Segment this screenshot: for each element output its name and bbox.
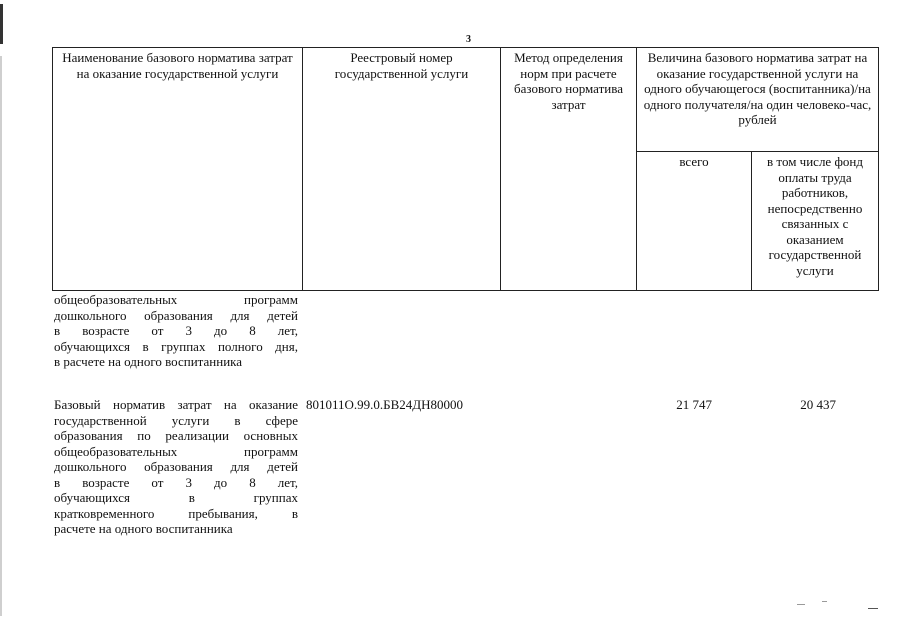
row-1-name: [54, 292, 298, 370]
row-2-total: 21 747: [676, 397, 712, 412]
scan-speck: [822, 601, 827, 602]
row-2-name-line: государственной услуги в сфере: [54, 412, 298, 428]
header-method: Метод определения норм при расчете базового норматива затрат: [501, 48, 637, 291]
row-2-name-line: в возрасте от 3 до 8 лет,: [54, 474, 298, 490]
row-2-name-line: обучающихся в группах: [54, 490, 298, 505]
row-2-wage-fund: 20 437: [800, 397, 836, 412]
scan-edge-shadow: [0, 56, 2, 616]
row-1-name-line: в возрасте от 3 до 8 лет,: [54, 323, 298, 338]
row-2-name-line: расчете на одного воспитанника: [54, 521, 233, 536]
row-2-name-line: дошкольного образования для детей: [54, 459, 298, 474]
table-header: [52, 47, 879, 291]
scan-speck: [797, 604, 805, 605]
header-total: всего: [637, 152, 752, 291]
scan-speck: [868, 608, 878, 609]
row-2-name-line: кратковременного пребывания, в: [54, 505, 298, 521]
row-1-name-line: обучающихся в группах полного дня,: [54, 338, 298, 354]
row-2-name-line: общеобразовательных программ: [54, 443, 298, 459]
header-wage-fund: в том числе фонд оплаты труда работников, непосредственно связанных с оказанием государственной услуги: [752, 152, 879, 291]
row-2-registry-number: 801011О.99.0.БВ24ДН80000: [306, 397, 464, 412]
header-name: Наименование базового норматива затрат на оказание государственной услуги: [53, 48, 303, 291]
header-registry-number: Реестровый номер государственной услуги: [303, 48, 501, 291]
row-1-name-line: дошкольного образования для детей: [54, 307, 298, 323]
scan-edge-mark: [0, 4, 3, 44]
header-normative-value: Величина базового норматива затрат на оказание государственной услуги на одного обучающегося (воспитанника)/на одного получателя/на один человеко-час, рублей: [637, 48, 879, 152]
row-2-name: [54, 397, 298, 537]
row-1-name-line: в расчете на одного воспитанника: [54, 354, 243, 369]
row-1-name-line: общеобразовательных программ: [54, 292, 298, 307]
row-2-name-line: Базовый норматив затрат на оказание: [54, 397, 298, 412]
page-number: 3: [466, 34, 471, 45]
row-2-name-line: образования по реализации основных: [54, 428, 298, 443]
